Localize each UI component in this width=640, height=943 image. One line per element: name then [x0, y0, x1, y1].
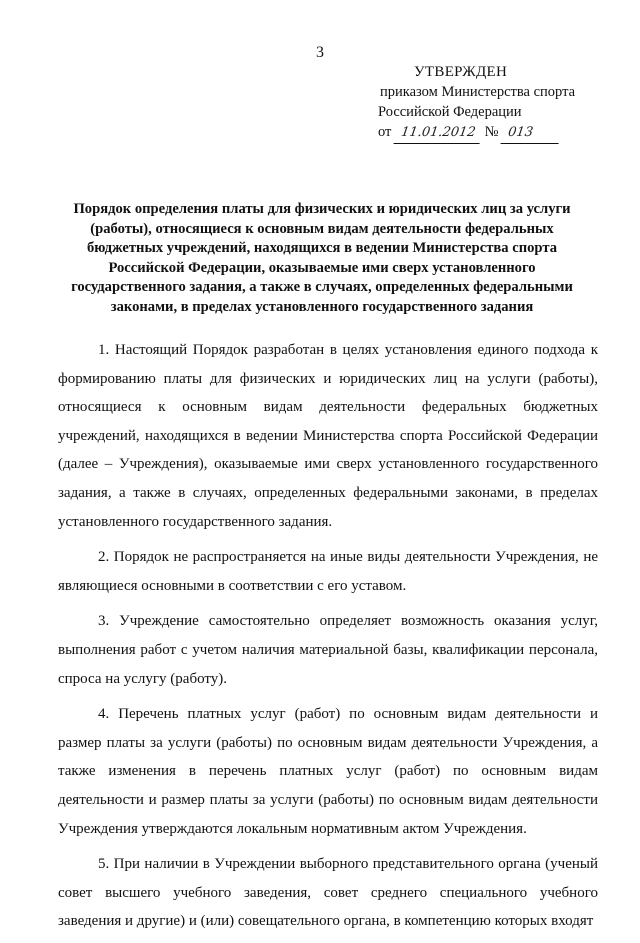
paragraph-5: 5. При наличии в Учреждении выборного представительного органа (ученый совет высшего учебного заведения, совет среднего специального учебного заведения и другие) и (или) совещательного органа, в компетенцию которых входят	[58, 856, 598, 930]
page-number: 3	[316, 44, 324, 61]
paragraph-1: 1. Настоящий Порядок разработан в целях установления единого подхода к формированию платы для физических и юридических лиц на услуги (работы), относящиеся к основным видам деятельности федеральных бюджетных учреждений, находящихся в ведении Министерства спорта Российской Федерации (далее – Учреждения), оказываемые ими сверх установленного государственного задания, а также в случаях, определенных федеральными законами, в пределах установленного государственного задания.	[58, 342, 598, 530]
document-title: Порядок определения платы для физических и юридических лиц за услуги (работы), относящиеся к основным видам деятельности федеральных бюджетных учреждений, находящихся в ведении Министерства спорта Российской Федерации, оказываемые ими сверх установленного государственного задания, а также в случаях, определенных федеральными законами, в пределах установленного государственного задания	[71, 201, 573, 315]
date-prefix: от	[378, 124, 392, 140]
number-prefix: №	[484, 124, 499, 140]
paragraph-4: 4. Перечень платных услуг (работ) по основным видам деятельности и размер платы за услуги (работы) по основным видам деятельности Учреждения, а также изменения в перечень платных услуг (работ) по основным видам деятельности и размер платы за услуги (работы) по основным видам деятельности Учреждения утверждаются локальным нормативным актом Учреждения.	[58, 706, 598, 837]
handwritten-date: 11.01.2012	[394, 123, 483, 144]
approval-order-line: приказом Министерства спорта	[380, 84, 576, 100]
document-body	[58, 336, 598, 943]
paragraph-3: 3. Учреждение самостоятельно определяет возможность оказания услуг, выполнения работ с учетом наличия материальной базы, квалификации персонала, спроса на услугу (работу).	[58, 613, 598, 687]
approval-title: УТВЕРЖДЕН	[414, 64, 508, 80]
approval-date-line	[378, 122, 618, 144]
approval-stamp	[378, 62, 618, 144]
handwritten-number: 013	[501, 123, 562, 144]
approval-ministry-line: Российской Федерации	[378, 104, 522, 120]
paragraph-2: 2. Порядок не распространяется на иные виды деятельности Учреждения, не являющиеся основными в соответствии с его уставом.	[58, 549, 598, 594]
